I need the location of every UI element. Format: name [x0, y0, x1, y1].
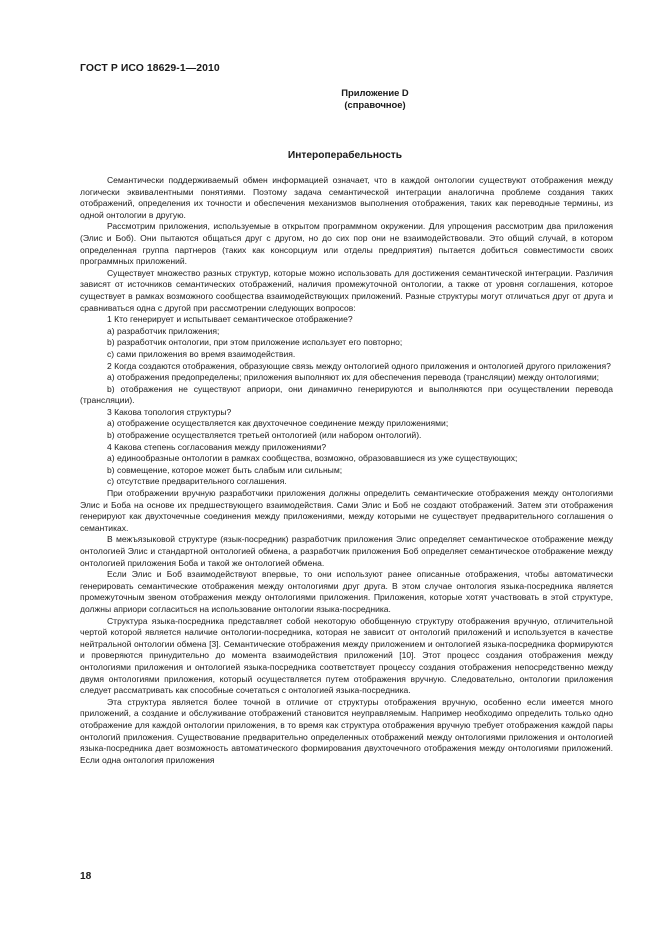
appendix-subtitle: (справочное) — [344, 99, 406, 110]
document-header: ГОСТ Р ИСО 18629-1—2010 — [80, 63, 220, 74]
list-item: c) сами приложения во время взаимодействия. — [107, 348, 296, 359]
list-item: b) разработчик онтологии, при этом приложение использует его повторно; — [107, 337, 403, 348]
appendix-title: Приложение D — [341, 87, 409, 98]
page-number: 18 — [80, 871, 92, 882]
list-item: а) разработчик приложения; — [107, 325, 220, 336]
list-item: а) отображение осуществляется как двухточечное соединение между приложениями; — [107, 418, 449, 429]
paragraph: В межъязыковой структуре (язык-посредник) разработчик приложения Элис определяет семантическое отображение между онтологией Элис и стандартной онтологией обмена, а разработчик приложения Боб определяет семантическое отображение между онтологией приложения Боба и такой же онтологией обмена. — [80, 534, 613, 568]
list-item: b) отображения не существуют априори, они динамично генерируются и выполняются при осуществлении перевода (трансляции). — [80, 383, 613, 406]
paragraph: Структура языка-посредника представляет собой некоторую обобщенную структуру отображения вручную, отличительной чертой которой является наличие онтологии-посредника, которая не зависит от онтологий приложений и используется в качестве нейтральной онтологии обмена [3]. Семантические отображения между приложением и онтологией языка-посредника формируются и проверяются принудительно до момента взаимодействия приложений [10]. Этот процесс создания отображения между онтологиями приложения и онтологией языка-посредника соответствует процессу создания отображения непосредственно между двумя онтологиями приложения, который осуществляется путем отображения вручную. Следовательно, онтологии приложения следует рассматривать как способные сочетаться с онтологией языка-посредника. — [80, 615, 613, 696]
list-item: c) отсутствие предварительного соглашения. — [107, 476, 287, 487]
list-item: b) совмещение, которое может быть слабым или сильным; — [107, 464, 343, 475]
list-item: а) единообразные онтологии в рамках сообщества, возможно, образовавшиеся из уже существующих; — [107, 453, 518, 464]
paragraph: Рассмотрим приложения, используемые в открытом программном окружении. Для упрощения рассмотрим два приложения (Элис и Боб). Они пытаются общаться друг с другом, но до сих пор они не взаимодействовали. Это общий случай, в котором определенная группа партнеров (таких как консорциум или отделы предприятия) пытается добиться совместимости своих программных приложений. — [80, 221, 613, 267]
section-title: Интероперабельность — [287, 150, 403, 161]
question-item: 3 Какова топология структуры? — [107, 406, 232, 417]
question-item: 4 Какова степень согласования между приложениями? — [107, 441, 327, 452]
question-item: 1 Кто генерирует и испытывает семантическое отображение? — [107, 314, 353, 325]
paragraph: Семантически поддерживаемый обмен информацией означает, что в каждой онтологии существуют отображения между логически эквивалентными понятиями. Поэтому задача семантической интеграции аналогична проблеме создания таких отображений, определения их точности и обеспечения механизмов выполнения отображения, таких как переводные термины, из одной онтологии в другую. — [80, 175, 613, 220]
document-body — [80, 175, 613, 766]
paragraph: Эта структура является более точной в отличие от структуры отображения вручную, особенно если имеется много приложений, а создание и обслуживание отображений становится неуправляемым. Например необходимо определить только одно отображение для каждой онтологии приложения, в то время как структура отображения вручную требует отображения каждой пары онтологий приложения. Существование предварительно определенных отображений между онтологиями приложения и онтологией языка-посредника дает возможность автоматического формирования двухточечного отображения между онтологиями приложений. Если одна онтология приложения — [80, 696, 613, 765]
paragraph: Существует множество разных структур, которые можно использовать для достижения семантической интеграции. Различия зависят от источников семантических отображений, наличия промежуточной онтологии, а также от уровня соглашения, которое существует в рамках возможного сообщества взаимодействующих приложений. Разные структуры могут отличаться друг от друга и сравниваться одна с другой при рассмотрении следующих вопросов: — [80, 267, 613, 313]
list-item: b) отображение осуществляется третьей онтологией (или набором онтологий). — [107, 430, 422, 441]
paragraph: Если Элис и Боб взаимодействуют впервые, то они используют ранее описанные отображения, чтобы автоматически генерировать семантические отображения между онтологиями друг друга. В этом случае онтология языка-посредника является промежуточным звеном отображения между онтологиями приложения. Приложения, которые хотят участвовать в этой структуре, должны априори согласиться на использование онтологии языка-посредника. — [80, 569, 613, 614]
list-item: а) отображения предопределены; приложения выполняют их для обеспечения перевода (трансляции) между онтологиями; — [107, 372, 599, 383]
appendix-heading — [250, 87, 500, 111]
paragraph: При отображении вручную разработчики приложения должны определить семантические отображения между онтологиями Элис и Боба на основе их предшествующего взаимодействия. Сами Элис и Боб не создают отображений. Затем эти отображения генерируют как двухточечные соединения между приложениями, между которыми не существует предварительного соглашения о семантиках. — [80, 488, 613, 533]
question-item: 2 Когда создаются отображения, образующие связь между онтологией одного приложения и онтологией другого приложения? — [107, 360, 611, 371]
